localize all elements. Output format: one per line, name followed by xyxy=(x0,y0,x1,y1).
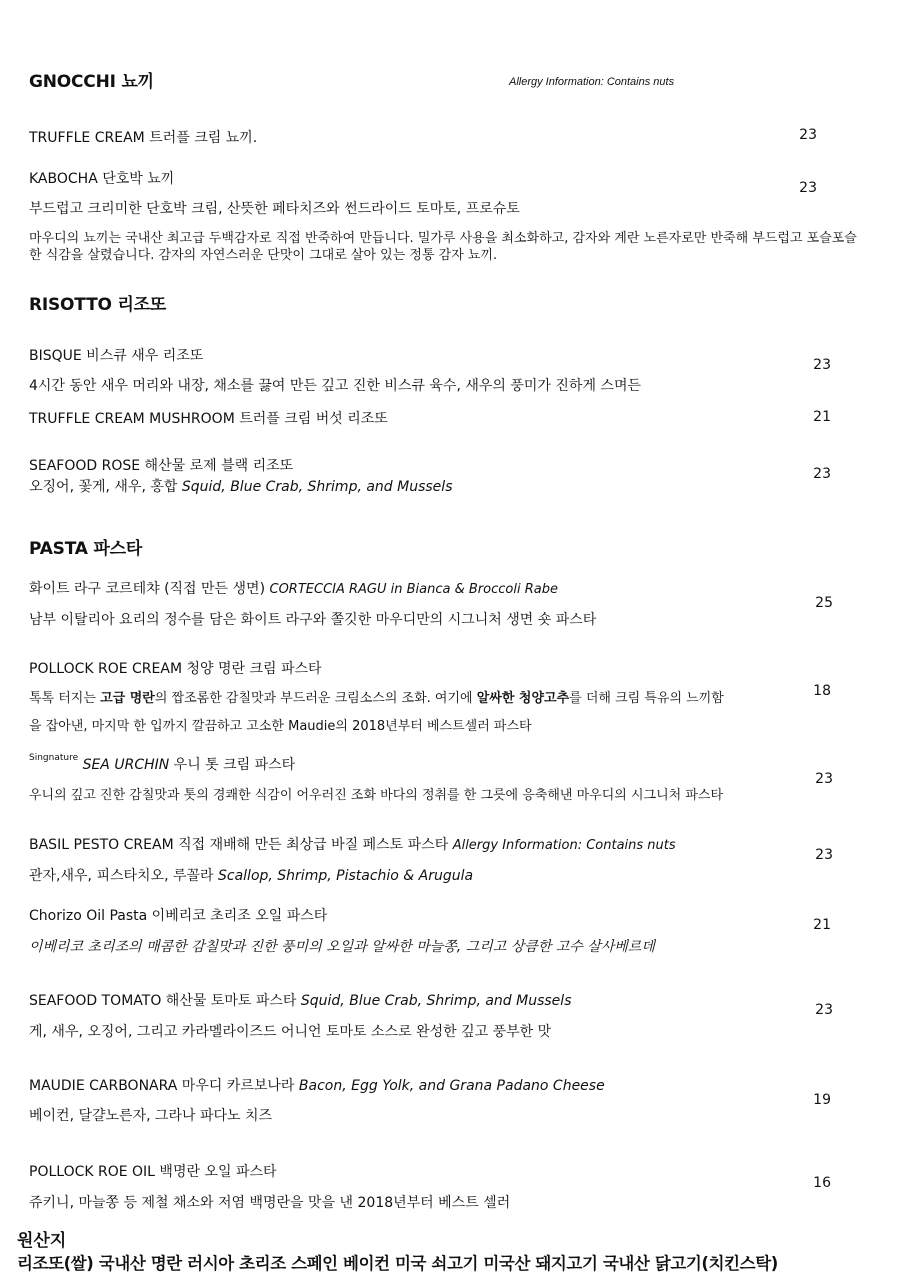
pasta-ragu-price: 25 xyxy=(815,595,833,611)
gnocchi-note: 마우디의 뇨끼는 국내산 최고급 두백감자로 직접 반죽하여 만듭니다. 밀가루 사용을 최소화하고, 감자와 계란 노른자로만 반죽해 부드럽고 포슬포슬한 식감을 살렸습니다. 감자의 자연스러운 단맛이 그대로 살아 있는 정통 감자 뇨끼. xyxy=(29,231,857,263)
gnocchi-heading: GNOCCHI 뇨끼 xyxy=(29,72,154,92)
pasta-chorizo-price: 21 xyxy=(813,917,831,933)
gnocchi-kabocha-desc: 부드럽고 크리미한 단호박 크림, 산뜻한 페타치즈와 썬드라이드 토마토, 프로슈토 xyxy=(29,201,520,217)
risotto-seafood-desc xyxy=(29,476,452,496)
pasta-tomato-name-ko: SEAFOOD TOMATO 해산물 토마토 파스타 xyxy=(29,993,301,1009)
pasta-tomato-desc: 게, 새우, 오징어, 그리고 카라멜라이즈드 어니언 토마토 소스로 완성한 깊고 풍부한 맛 xyxy=(29,1024,552,1040)
pasta-ragu-name-en: CORTECCIA RAGU in Bianca & Broccoli Rabe xyxy=(269,582,558,597)
gnocchi-allergy-note: Allergy Information: Contains nuts xyxy=(509,76,675,88)
pasta-roeoil-desc: 쥬키니, 마늘쫑 등 제철 채소와 저염 백명란을 맛을 낸 2018년부터 베스트 셀러 xyxy=(29,1195,511,1211)
pasta-roeoil-name: POLLOCK ROE OIL 백명란 오일 파스타 xyxy=(29,1164,277,1180)
risotto-heading: RISOTTO 리조또 xyxy=(29,295,167,315)
pasta-ragu-name-ko: 화이트 라구 코르테챠 (직접 만든 생면) xyxy=(29,581,266,597)
pasta-pollock-price: 18 xyxy=(813,683,831,699)
risotto-bisque-price: 23 xyxy=(813,357,831,373)
pasta-urchin-price: 23 xyxy=(815,771,833,787)
pasta-pollock-desc-part: 의 짭조롬한 감칠맛과 부드러운 크림소스의 조화. 여기에 xyxy=(154,691,477,706)
pasta-urchin-desc: 우니의 깊고 진한 감칠맛과 톳의 경쾌한 식감이 어우러진 조화 바다의 정취를 한 그릇에 응축해낸 마우디의 시그니처 파스타 xyxy=(29,788,724,803)
pasta-pollock-highlight-roe: 고급 명란 xyxy=(100,691,155,706)
pasta-basil-name-ko: BASIL PESTO CREAM 직접 재배해 만든 최상급 바질 페스토 파스타 xyxy=(29,837,453,853)
pasta-pollock-name: POLLOCK ROE CREAM 청양 명란 크림 파스타 xyxy=(29,661,322,677)
risotto-seafood-desc-ko: 오징어, 꽃게, 새우, 홍합 xyxy=(29,479,178,495)
pasta-chorizo-name: Chorizo Oil Pasta 이베리코 초리조 오일 파스타 xyxy=(29,908,328,924)
pasta-roeoil-price: 16 xyxy=(813,1175,831,1191)
pasta-tomato-price: 23 xyxy=(815,1002,833,1018)
pasta-chorizo-desc: 이베리코 초리조의 매콤한 감칠맛과 진한 풍미의 오일과 알싸한 마늘쫑, 그리고 상큼한 고수 살사베르데 xyxy=(29,939,655,955)
risotto-seafood-price: 23 xyxy=(813,466,831,482)
risotto-bisque-name: BISQUE 비스큐 새우 리조또 xyxy=(29,348,204,364)
gnocchi-truffle-name: TRUFFLE CREAM 트러플 크림 뇨끼. xyxy=(29,130,258,146)
pasta-pollock-desc-part: 톡톡 터지는 xyxy=(29,691,101,706)
pasta-urchin-name-en: SEA URCHIN xyxy=(82,757,170,773)
risotto-seafood-name: SEAFOOD ROSE 해산물 로제 블랙 리조또 xyxy=(29,458,294,474)
pasta-basil-name xyxy=(29,834,676,854)
pasta-pollock-desc-part: 를 더해 크림 특유의 느끼함 xyxy=(569,691,724,706)
pasta-urchin-name-ko: 우니 톳 크림 파스타 xyxy=(169,757,296,773)
pasta-pollock-desc-line2: 을 잡아낸, 마지막 한 입까지 깔끔하고 고소한 Maudie의 2018년부터 베스트셀러 파스타 xyxy=(29,719,532,734)
pasta-carbonara-name-en: Bacon, Egg Yolk, and Grana Padano Cheese xyxy=(298,1078,605,1094)
risotto-bisque-desc: 4시간 동안 새우 머리와 내장, 채소를 끓여 만든 깊고 진한 비스큐 육수, 새우의 풍미가 진하게 스며든 xyxy=(29,378,641,394)
pasta-ragu-desc: 남부 이탈리아 요리의 정수를 담은 화이트 라구와 쫄깃한 마우디만의 시그니처 생면 숏 파스타 xyxy=(29,612,597,628)
risotto-truffle-price: 21 xyxy=(813,409,831,425)
pasta-carbonara-name xyxy=(29,1075,605,1095)
pasta-ragu-name xyxy=(29,578,558,598)
pasta-tomato-name xyxy=(29,990,571,1010)
pasta-tomato-name-en: Squid, Blue Crab, Shrimp, and Mussels xyxy=(300,993,572,1009)
pasta-basil-desc-en: Scallop, Shrimp, Pistachio & Arugula xyxy=(218,868,474,884)
pasta-basil-allergy: Allergy Information: Contains nuts xyxy=(452,838,676,853)
gnocchi-kabocha-name: KABOCHA 단호박 뇨끼 xyxy=(29,171,175,187)
pasta-carbonara-price: 19 xyxy=(813,1092,831,1108)
signature-label: Singnature xyxy=(29,753,79,763)
pasta-urchin-name xyxy=(29,754,295,774)
pasta-basil-desc-ko: 관자,새우, 피스타치오, 루꼴라 xyxy=(29,868,218,884)
pasta-heading: PASTA 파스타 xyxy=(29,539,143,559)
pasta-basil-price: 23 xyxy=(815,847,833,863)
pasta-carbonara-name-ko: MAUDIE CARBONARA 마우디 카르보나라 xyxy=(29,1078,299,1094)
risotto-truffle-name: TRUFFLE CREAM MUSHROOM 트러플 크림 버섯 리조또 xyxy=(29,411,388,427)
gnocchi-truffle-price: 23 xyxy=(799,127,817,143)
pasta-pollock-desc-line1 xyxy=(29,687,724,706)
origin-line: 리조또(쌀) 국내산 명란 러시아 초리조 스페인 베이컨 미국 쇠고기 미국산 돼지고기 국내산 닭고기(치킨스탁) xyxy=(17,1254,778,1273)
pasta-carbonara-desc: 베이컨, 달걀노른자, 그라나 파다노 치즈 xyxy=(29,1108,273,1124)
origin-heading: 원산지 xyxy=(17,1231,67,1251)
pasta-pollock-highlight-pepper: 알싸한 청양고추 xyxy=(476,691,570,706)
gnocchi-kabocha-price: 23 xyxy=(799,180,817,196)
risotto-seafood-desc-en: Squid, Blue Crab, Shrimp, and Mussels xyxy=(181,479,453,495)
pasta-basil-desc xyxy=(29,865,473,885)
